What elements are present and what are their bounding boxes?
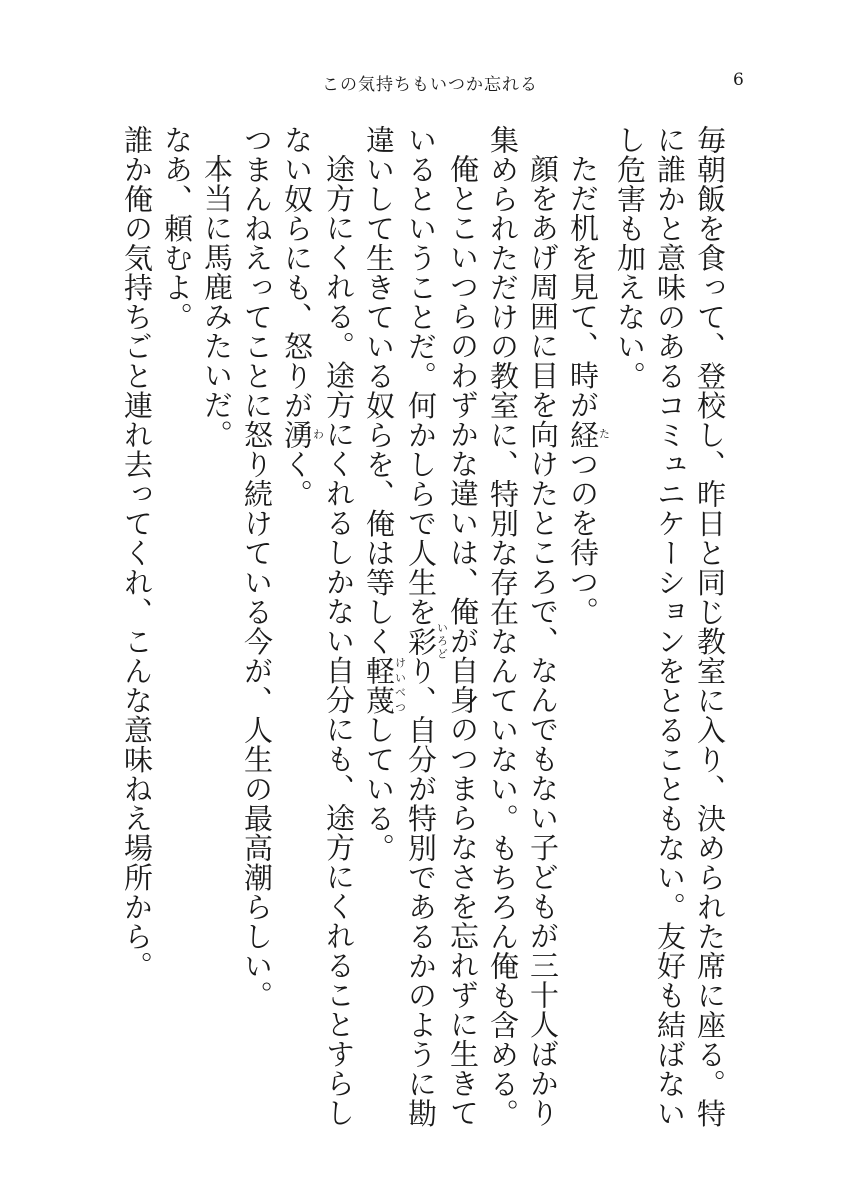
text-segment: り、自分が特別であるかのように勘違いして生きている奴らを、俺は等しく	[362, 125, 438, 1128]
ruby-base: 湧	[280, 420, 314, 450]
ruby-reading: けいべつ	[393, 656, 407, 715]
text-segment: 途方にくれる。途方にくれるしかない自分にも、途方にくれることすらしない奴らにも、怒りが	[280, 125, 356, 1128]
ruby-reading: た	[597, 419, 611, 449]
text-segment: ただ机を見て、時が	[566, 154, 600, 420]
text-segment: している。	[362, 715, 396, 863]
paragraph	[197, 125, 237, 1145]
text-segment: 顔をあげ周囲に目を向けたところで、なんでもない子どもが三十人ばかり集められただけの教室に、特別な存在なんていない。もちろん俺も含める。	[486, 125, 560, 1128]
ruby-word	[566, 419, 611, 450]
paragraph	[610, 125, 730, 1145]
page-header	[0, 70, 841, 100]
ruby-reading: わ	[311, 420, 325, 450]
ruby-base: 彩	[404, 621, 438, 661]
paragraph	[117, 125, 157, 1145]
paragraph	[237, 125, 277, 1145]
body-text	[90, 125, 730, 1145]
text-segment: 俺とこいつらのわずかな違いは、俺が自身のつまらなさを忘れずに生きているということだ。何かしらで人生を	[404, 125, 480, 1128]
text-segment: 誰か俺の気持ちごと連れ去ってくれ、こんな意味ねえ場所から。	[120, 125, 154, 981]
running-title: この気持ちもいつか忘れる	[322, 75, 538, 95]
paragraph	[157, 125, 197, 1145]
paragraph	[483, 125, 563, 1145]
ruby-word	[280, 420, 325, 450]
text-segment: く。	[280, 449, 314, 509]
ruby-base: 経	[566, 419, 600, 449]
text-segment: つのを待つ。	[566, 449, 600, 626]
text-segment: 本当に馬鹿みたいだ。	[200, 154, 234, 449]
ruby-reading: いろど	[435, 621, 449, 661]
text-segment: つまんねえってことに怒り続けている今が、人生の最高潮らしい。	[240, 125, 274, 1010]
paragraph	[563, 125, 610, 1145]
text-segment: 毎朝飯を食って、登校し、昨日と同じ教室に入り、決められた席に座る。特に誰かと意味のあるコミュニケーションをとることもない。友好も結ばないし危害も加えない。	[613, 125, 727, 1128]
text-segment: なあ、頼むよ。	[160, 125, 194, 332]
paragraph	[277, 125, 359, 1145]
ruby-base: 軽蔑	[362, 656, 396, 715]
ruby-word	[362, 656, 407, 715]
paragraph	[359, 125, 483, 1145]
ruby-word	[404, 621, 449, 661]
page-number: 6	[733, 70, 744, 90]
